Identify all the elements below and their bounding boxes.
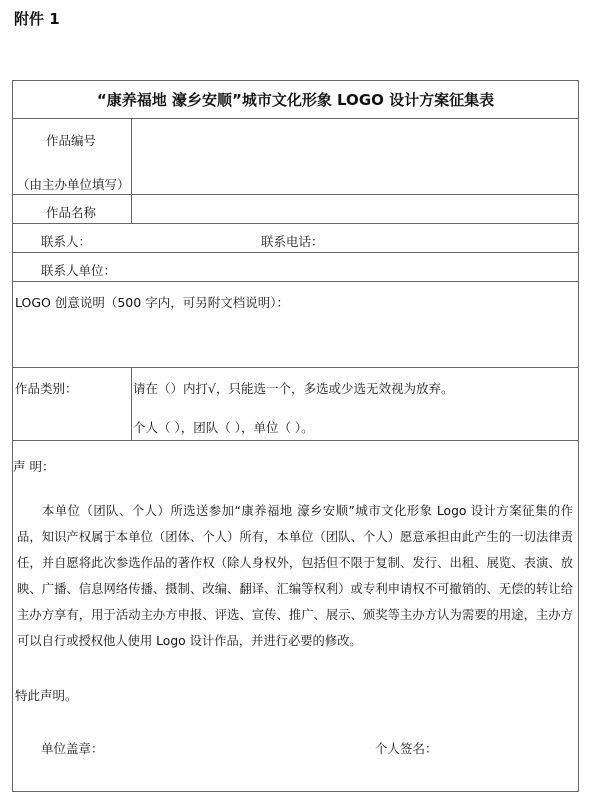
- work-number-row: [13, 119, 578, 195]
- declaration-heading: 声 明：: [13, 459, 55, 474]
- category-options[interactable]: 个人（ ），团队（ ），单位（ ）。: [133, 420, 314, 435]
- work-number-field[interactable]: [133, 119, 578, 194]
- form-title: “康养福地 濠乡安顺”城市文化形象 LOGO 设计方案征集表: [96, 91, 495, 109]
- attachment-label: 附件 1: [14, 10, 60, 28]
- work-name-row: [13, 195, 578, 224]
- logo-description-row: [13, 282, 578, 368]
- logo-description-label: LOGO 创意说明（500 字内，可另附文档说明）：: [15, 295, 289, 310]
- contact-row: [13, 224, 578, 253]
- category-instruction: 请在（）内打√，只能选一个，多选或少选无效视为放弃。: [133, 381, 454, 396]
- work-number-note: （由主办单位填写）: [17, 177, 130, 192]
- contact-label: 联系人：: [41, 234, 92, 249]
- declaration-body: 本单位（团队、个人）所选送参加“康养福地 濠乡安顺”城市文化形象 Logo 设计方案征集的作品，知识产权属于本单位（团体、个人）所有，本单位（团队、个人）愿意承担由此产生的一切法律责任，并自愿将此次参选作品的著作权（除人身权外，包括但不限于复制、发行、出租、展览、表演、放映、广播、信息网络传播、摄制、改编、翻译、汇编等权利）或专利申请权不可撤销的、无偿的转让给主办方享有，用于活动主办方申报、评选、宣传、推广、展示、颁奖等主办方认为需要的用途，主办方可以自行或授权他人使用 Logo 设计作品，并进行必要的修改。: [17, 504, 573, 648]
- category-label: 作品类别：: [15, 381, 78, 396]
- work-name-label: 作品名称: [46, 205, 97, 220]
- work-number-label: 作品编号: [46, 133, 97, 148]
- category-row: [13, 368, 578, 441]
- divider: [131, 195, 132, 223]
- submission-form: [12, 80, 579, 792]
- seal-label: 单位盖章：: [41, 741, 104, 756]
- title-row: [13, 81, 578, 119]
- work-name-field[interactable]: [133, 195, 578, 223]
- divider: [131, 368, 132, 440]
- signature-label: 个人签名：: [375, 741, 438, 756]
- phone-label: 联系电话：: [261, 234, 324, 249]
- contact-unit-row: [13, 253, 578, 282]
- divider: [131, 119, 132, 194]
- contact-unit-label: 联系人单位：: [41, 263, 117, 278]
- declaration-text: [17, 498, 573, 654]
- declaration-closing: 特此声明。: [15, 688, 78, 703]
